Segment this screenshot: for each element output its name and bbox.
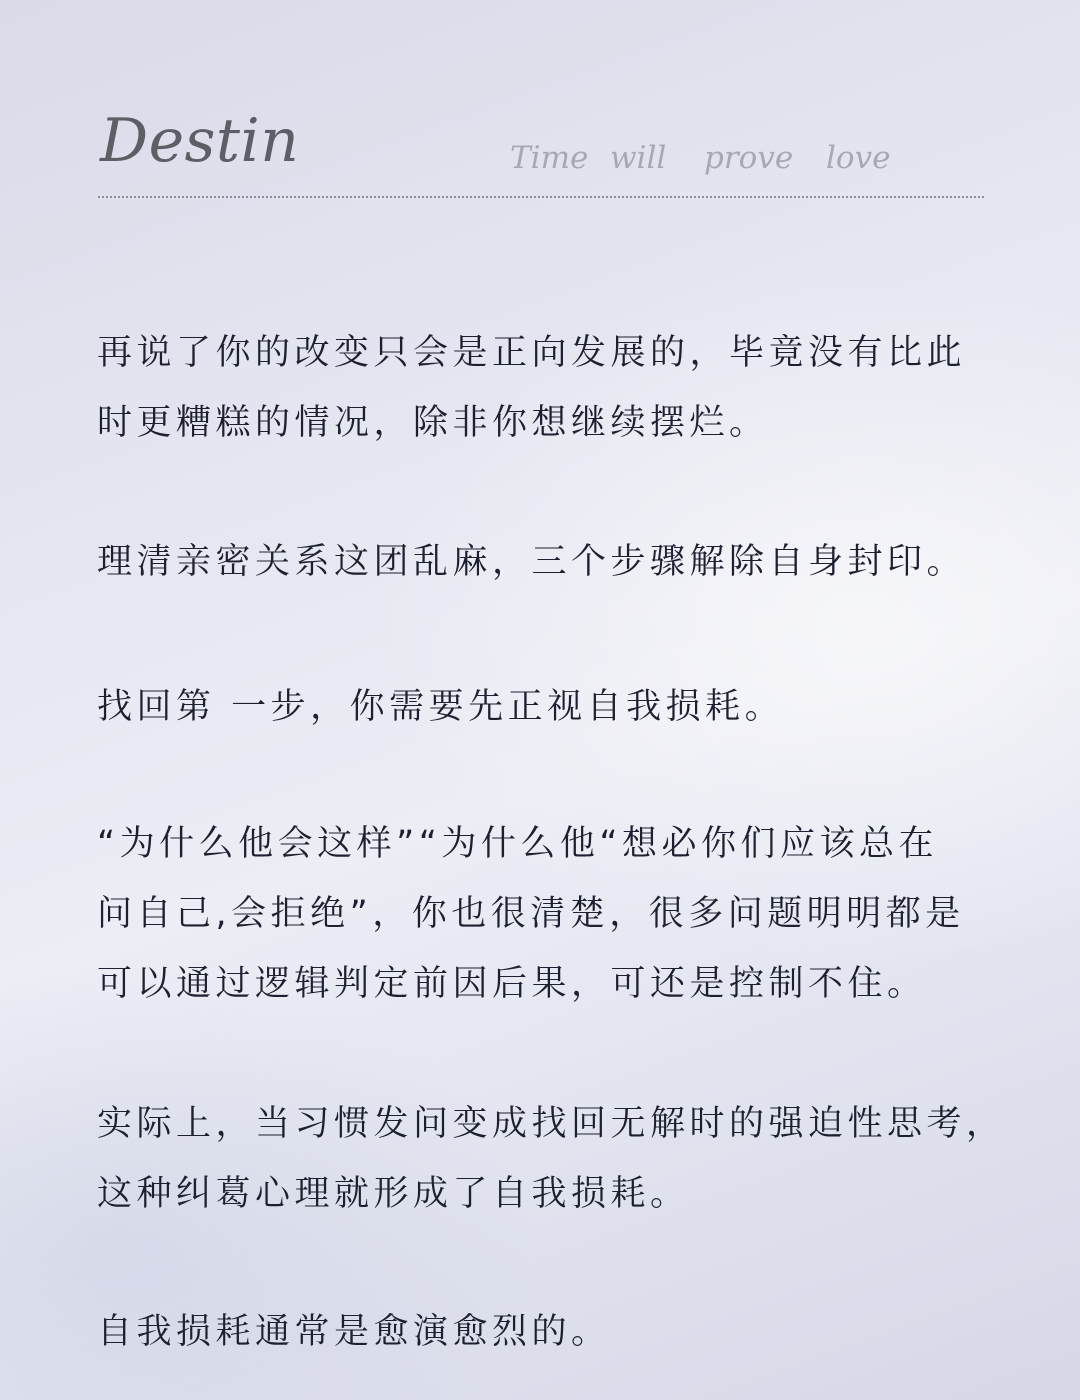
paragraph-3 <box>97 672 1047 742</box>
text-line: 问自己,会拒绝”，你也很清楚，很多问题明明都是 <box>97 894 965 934</box>
text-line: 找回第 一步，你需要先正视自我损耗。 <box>97 687 785 727</box>
header-divider <box>98 196 984 198</box>
tagline-word: love <box>826 140 891 176</box>
text-line: 可以通过逻辑判定前因后果，可还是控制不住。 <box>97 964 927 1004</box>
text-line: 这种纠葛心理就形成了自我损耗。 <box>97 1174 690 1214</box>
tagline-word: Time <box>510 140 589 176</box>
paragraph-6 <box>97 1297 1047 1367</box>
text-line: 理清亲密关系这团乱麻，三个步骤解除自身封印。 <box>97 542 967 582</box>
tagline-word: will <box>610 140 667 176</box>
paragraph-4 <box>97 809 1047 1019</box>
paragraph-5 <box>97 1089 1047 1229</box>
text-line: 自我损耗通常是愈演愈烈的。 <box>97 1312 611 1352</box>
text-line: 再说了你的改变只会是正向发展的，毕竟没有比此 <box>97 333 967 373</box>
tagline-word: prove <box>704 140 794 176</box>
paragraph-1 <box>97 318 1047 458</box>
page-header <box>0 0 1080 210</box>
brand-title: Destin <box>100 106 300 176</box>
text-line: 实际上，当习惯发问变成找回无解时的强迫性思考， <box>97 1104 1006 1144</box>
text-line: 时更糟糕的情况，除非你想继续摆烂。 <box>97 403 769 443</box>
paragraph-2 <box>97 527 1047 597</box>
text-line: “为什么他会这样”“为什么他“想必你们应该总在 <box>97 824 939 864</box>
